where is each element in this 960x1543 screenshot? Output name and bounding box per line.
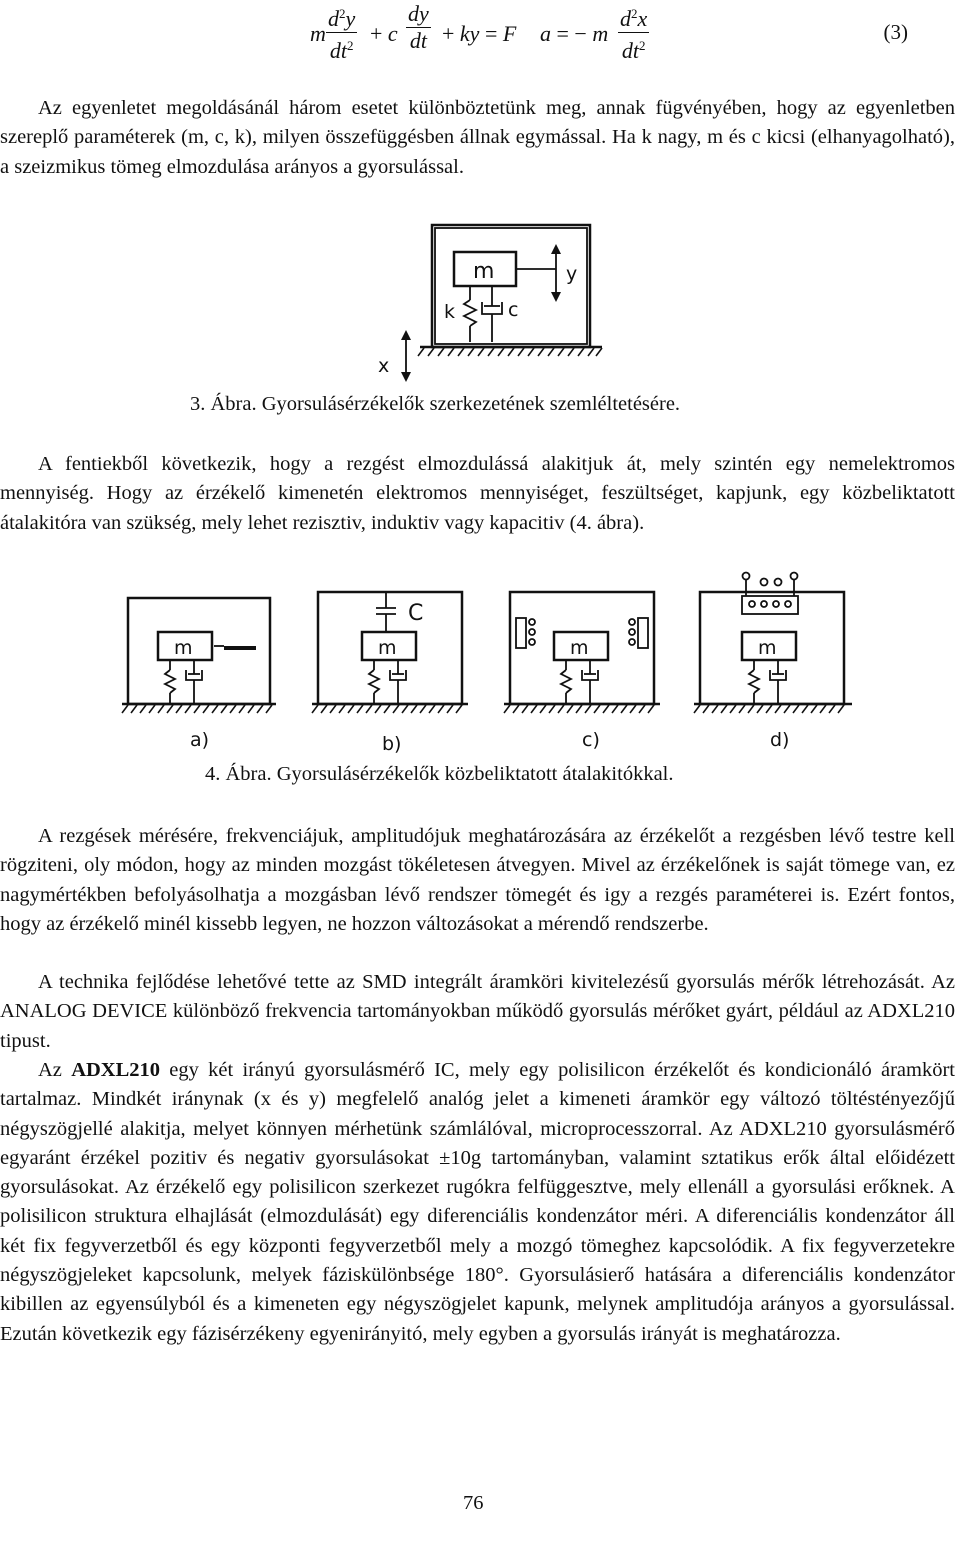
ground-hatch xyxy=(194,705,200,713)
svg-text:m: m xyxy=(174,637,193,659)
equation-3: m $\frac{d^2y}{dt^2}$ + c $\frac{dy}{dt}$ + ky = F a = − m $\frac{d^2x}{dt^2}$ (3) xyxy=(310,1,908,63)
ground-hatch xyxy=(775,705,781,713)
ground-hatch xyxy=(375,705,381,713)
ground-hatch xyxy=(712,705,718,713)
ground-hatch xyxy=(549,705,555,713)
paragraph-2: A fentiekből következik, hogy a rezgést elmozdulássá alakitjuk át, mely szintén egy nemelektromos mennyiség. Hogy az érzékelő kimenetén elektromos mennyiséget, feszültséget, kapjunk, egy közbeliktatott átalakitóra van szükség, mely lehet rezisztiv, induktiv vagy kapacitiv (4. ábra). xyxy=(0,453,955,534)
ground-hatch xyxy=(721,705,727,713)
ground-hatch xyxy=(447,705,453,713)
ground-hatch xyxy=(456,705,462,713)
ground-hatch xyxy=(420,705,426,713)
svg-text:k: k xyxy=(444,301,456,323)
ground-hatch xyxy=(784,705,790,713)
svg-text:m: m xyxy=(758,637,777,659)
figure-4-caption: 4. Ábra. Gyorsulásérzékelők közbeliktatott átalakitókkal. xyxy=(205,763,674,785)
ground-hatch xyxy=(811,705,817,713)
page-number: 76 xyxy=(463,1492,484,1514)
ground-hatch xyxy=(558,705,564,713)
svg-text:m: m xyxy=(473,259,495,284)
ground-hatch xyxy=(748,705,754,713)
ground-hatch xyxy=(140,705,146,713)
ground-hatch xyxy=(757,705,763,713)
ground-hatch xyxy=(330,705,336,713)
ground-hatch xyxy=(585,705,591,713)
ground-hatch xyxy=(802,705,808,713)
paragraph-4: A technika fejlődése lehetővé tette az SMD integrált áramköri kivitelezésű gyorsulás mérők létrehozását. Az ANALOG DEVICE különböző frekvencia tartományokban működő gyorsulás mérőket gyárt, például az ADXL210 tipust. xyxy=(0,971,955,1052)
svg-text:m: m xyxy=(570,637,589,659)
ground-hatch xyxy=(122,705,128,713)
figure-3-caption: 3. Ábra. Gyorsulásérzékelők szerkezetének szemléltetésére. xyxy=(190,393,681,415)
ground-hatch xyxy=(357,705,363,713)
svg-text:m: m xyxy=(378,637,397,659)
ground-hatch xyxy=(266,705,272,713)
eq-mass: m xyxy=(310,21,326,46)
paragraph-3: A rezgések mérésére, frekvenciájuk, amplitudójuk meghatározására az érzékelőt a rezgésben lévő testre kell rögziteni, oly módon, hogy az minden mozgást tökéletesen átvegyen. Mivel az érzékelőnek is saját tömege van, ez nagymértékben befolyásolhatja a mozgásban lévő rendszer tömegét és igy a rezgés paraméterei is. Ezért fontos, hogy az érzékelő minél kissebb legyen, ne hozzon változásokat a mérendő rendszerbe. xyxy=(0,825,955,935)
ground-hatch xyxy=(766,705,772,713)
ground-hatch xyxy=(820,705,826,713)
figure-4-panel-a xyxy=(128,598,270,751)
eq-fraction-d2x: $\frac{d^2x}{dt^2}$ xyxy=(618,2,649,63)
ground-hatch xyxy=(312,705,318,713)
svg-text:a): a) xyxy=(190,729,210,751)
ground-hatch xyxy=(366,705,372,713)
ground-hatch xyxy=(829,705,835,713)
ground-hatch xyxy=(739,705,745,713)
ground-hatch xyxy=(612,705,618,713)
ground-hatch xyxy=(203,705,209,713)
ground-hatch xyxy=(540,705,546,713)
ground-hatch xyxy=(438,705,444,713)
ground-hatch xyxy=(131,705,137,713)
ground-hatch xyxy=(621,705,627,713)
figure-4-panel-d xyxy=(700,573,844,752)
ground-hatch xyxy=(411,705,417,713)
svg-text:b): b) xyxy=(382,733,402,755)
paragraph-5: Az ADXL210 egy két irányú gyorsulásmérő IC, mely egy polisilicon érzékelőt és kondicionáló áramkört tartalmaz. Mindkét iránynak (x és y) megfelelő analóg jelet a kimeneti áramkör egy változó töltéstényezőjű négyszögjellé alakitja, melyet könnyen mérhetünk számlálóval, microprocesszorral. Az ADXL210 gyorsulásmérő egyaránt érzékel pozitiv és negativ gyorsulásokat ±10g tartományban, valamint sztatikus erők által előidézett gyorsulásokat. Az érzékelő egy polisilicon szerkezet rugókra felfüggesztve, mely ellenáll a gyorsulási erőknek. A polisilicon struktura elhajlását (elmozdulását) egy diferenciális kondenzátor méri. A diferenciális kondenzátor áll két fix fegyverzetből és egy központi fegyverzetből mely a mozgó tömeghez kapcsolódik. A fix fegyverzetekre négyszögjeleket kapcsolunk, melyek fáziskülönbsége 180°. Gyorsulásierő hatására a diferenciális kondenzátor kibillen az egyensúlyból és a kimeneten egy négyszögjelet kapunk, melynek amplitudója arányos a gyorsulással. Ezután következik egy fázisérzékeny egyenirányitó, mely egyben a gyorsulás irányát is meghatározza. xyxy=(0,1059,956,1345)
ground-hatch xyxy=(402,705,408,713)
ground-hatch xyxy=(567,705,573,713)
adxl210-bold: ADXL210 xyxy=(71,1059,161,1081)
ground-hatch xyxy=(648,705,654,713)
svg-text:c: c xyxy=(508,299,519,321)
ground-hatch xyxy=(176,705,182,713)
ground-hatch xyxy=(639,705,645,713)
ground-hatch xyxy=(603,705,609,713)
svg-text:C: C xyxy=(408,601,424,626)
ground-hatch xyxy=(504,705,510,713)
svg-text:y: y xyxy=(566,263,578,285)
ground-hatch xyxy=(248,705,254,713)
paragraph-1: Az egyenletet megoldásánál három esetet különböztetünk meg, annak fügvényében, hogy az egyenletben szereplő paraméterek (m, c, k), milyen összefüggésben állnak egymással. Ha k nagy, m és c kicsi (elhanyagolható), a szeizmikus tömeg elmozdulása arányos a gyorsulással. xyxy=(0,97,955,178)
ground-hatch xyxy=(513,705,519,713)
figure-4-panel-c xyxy=(510,592,654,751)
ground-hatch xyxy=(212,705,218,713)
ground-hatch xyxy=(348,705,354,713)
ground-hatch xyxy=(384,705,390,713)
svg-text:c): c) xyxy=(582,729,600,751)
ground-hatch xyxy=(149,705,155,713)
ground-hatch xyxy=(694,705,700,713)
figure-4-diagram xyxy=(118,570,958,755)
ground-hatch xyxy=(239,705,245,713)
ground-hatch xyxy=(185,705,191,713)
equation-number: (3) xyxy=(883,20,908,44)
ground-hatch xyxy=(230,705,236,713)
ground-hatch xyxy=(393,705,399,713)
eq-fraction-d2y: $\frac{d^2y}{dt^2}$ xyxy=(326,2,357,63)
ground-hatch xyxy=(221,705,227,713)
ground-hatch xyxy=(321,705,327,713)
ground-hatch xyxy=(793,705,799,713)
eq-fraction-dy: $\frac{dy}{dt}$ xyxy=(408,1,429,53)
ground-hatch xyxy=(158,705,164,713)
ground-hatch xyxy=(576,705,582,713)
ground-hatch xyxy=(630,705,636,713)
ground-hatch xyxy=(531,705,537,713)
ground-hatch xyxy=(703,705,709,713)
figure-3-diagram xyxy=(370,222,610,384)
ground-hatch xyxy=(594,705,600,713)
ground-hatch xyxy=(339,705,345,713)
ground-hatch xyxy=(257,705,263,713)
ground-hatch xyxy=(838,705,844,713)
figure-4-panel-b xyxy=(318,592,462,755)
ground-hatch xyxy=(522,705,528,713)
svg-text:x: x xyxy=(378,355,390,377)
ground-hatch xyxy=(429,705,435,713)
ground-hatch xyxy=(167,705,173,713)
svg-text:d): d) xyxy=(770,729,790,751)
ground-hatch xyxy=(730,705,736,713)
